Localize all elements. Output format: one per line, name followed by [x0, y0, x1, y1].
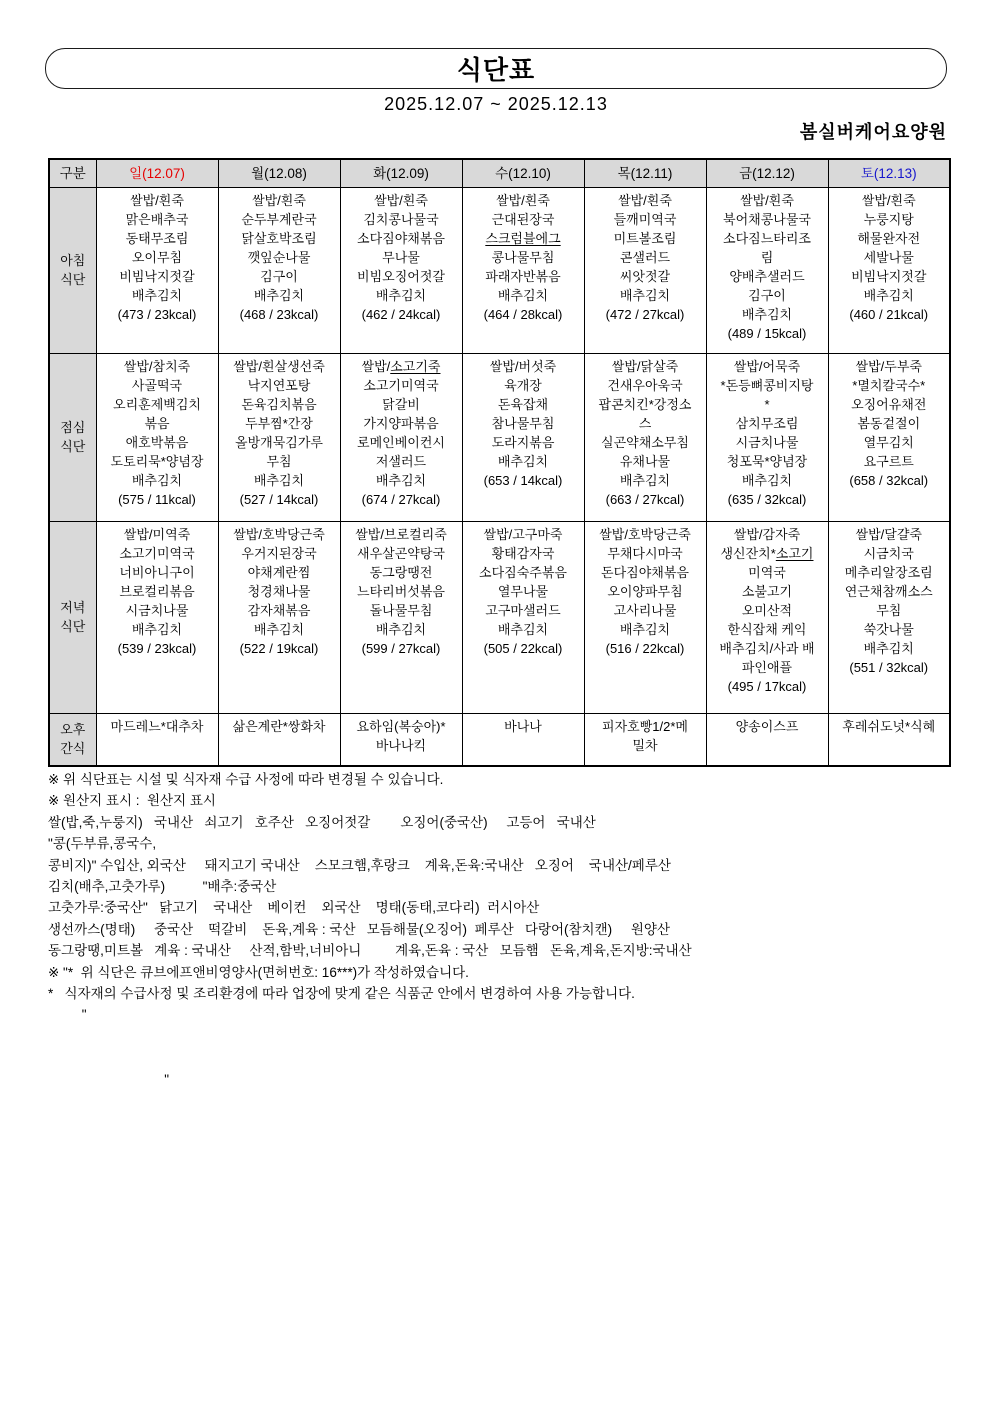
dinner-sat-cell: 쌀밥/달걀죽 시금치국 메추리알장조림 연근채참깨소스 무침 쑥갓나물 배추김치 (551 / 32kcal) [828, 521, 950, 713]
day-header-thu: 목(12.11) [584, 159, 706, 187]
date-range: 2025.12.07 ~ 2025.12.13 [384, 94, 608, 114]
breakfast-sun-cell: 쌀밥/흰죽 맑은배추국 동태무조림 오이무침 비빔낙지젓갈 배추김치 (473 / 23kcal) [96, 187, 218, 353]
row-label-breakfast: 아침 식단 [49, 187, 96, 353]
dinner-row [49, 521, 950, 713]
day-header-wed: 수(12.10) [462, 159, 584, 187]
day-header-sat: 토(12.13) [828, 159, 950, 187]
row-label-snack: 오후 간식 [49, 713, 96, 766]
day-header-tue: 화(12.09) [340, 159, 462, 187]
snack-tue-cell: 요하임(복숭아)* 바나나킥 [340, 713, 462, 766]
snack-sat-cell: 후레쉬도넛*식혜 [828, 713, 950, 766]
dinner-sun-cell: 쌀밥/미역죽 소고기미역국 너비아니구이 브로컬리볶음 시금치나물 배추김치 (539 / 23kcal) [96, 521, 218, 713]
lunch-tue-cell: 쌀밥/소고기죽 소고기미역국 닭갈비 가지양파볶음 로메인베이컨시 저샐러드 배추김치 (674 / 27kcal) [340, 353, 462, 521]
snack-thu-cell: 피자호빵1/2*메 밀차 [584, 713, 706, 766]
lunch-sat-cell: 쌀밥/두부죽 *멸치칼국수* 오징어유채전 봄동겉절이 열무김치 요구르트 (658 / 32kcal) [828, 353, 950, 521]
row-label-dinner: 저녁 식단 [49, 521, 96, 713]
lunch-row [49, 353, 950, 521]
breakfast-sat-cell: 쌀밥/흰죽 누룽지탕 해물완자전 세발나물 비빔낙지젓갈 배추김치 (460 / 21kcal) [828, 187, 950, 353]
row-label-lunch: 점심 식단 [49, 353, 96, 521]
dinner-thu-cell: 쌀밥/호박당근죽 무채다시마국 돈다짐야채볶음 오이양파무침 고사리나물 배추김치 (516 / 22kcal) [584, 521, 706, 713]
breakfast-tue-cell: 쌀밥/흰죽 김치콩나물국 소다짐야채볶음 무나물 비빔오징어젓갈 배추김치 (462 / 24kcal) [340, 187, 462, 353]
breakfast-row [49, 187, 950, 353]
lunch-sun-cell: 쌀밥/참치죽 사골떡국 오리훈제백김치 볶음 애호박볶음 도토리묵*양념장 배추김치 (575 / 11kcal) [96, 353, 218, 521]
title-box [45, 48, 947, 89]
snack-wed-cell: 바나나 [462, 713, 584, 766]
corner-header: 구분 [49, 159, 96, 187]
lunch-wed-cell: 쌀밥/버섯죽 육개장 돈육잡채 참나물무침 도라지볶음 배추김치 (653 / 14kcal) [462, 353, 584, 521]
page-title: 식단표 [456, 55, 536, 85]
breakfast-wed-cell: 쌀밥/흰죽 근대된장국 스크럼블에그 콩나물무침 파래자반볶음 배추김치 (464 / 28kcal) [462, 187, 584, 353]
dinner-mon-cell: 쌀밥/호박당근죽 우거지된장국 야채계란찜 청경채나물 감자채볶음 배추김치 (522 / 19kcal) [218, 521, 340, 713]
breakfast-mon-cell: 쌀밥/흰죽 순두부계란국 닭살호박조림 깻잎순나물 김구이 배추김치 (468 / 23kcal) [218, 187, 340, 353]
snack-mon-cell: 삶은계란*쌍화차 [218, 713, 340, 766]
snack-fri-cell: 양송이스프 [706, 713, 828, 766]
meal-plan-table [48, 158, 951, 767]
snack-row [49, 713, 950, 766]
dinner-wed-cell: 쌀밥/고구마죽 황태감자국 소다짐숙주볶음 열무나물 고구마샐러드 배추김치 (505 / 22kcal) [462, 521, 584, 713]
day-header-fri: 금(12.12) [706, 159, 828, 187]
breakfast-thu-cell: 쌀밥/흰죽 들깨미역국 미트볼조림 콘샐러드 씨앗젓갈 배추김치 (472 / 27kcal) [584, 187, 706, 353]
day-header-sun: 일(12.07) [96, 159, 218, 187]
table-header-row [49, 159, 950, 187]
lunch-thu-cell: 쌀밥/닭살죽 건새우아욱국 팝콘치킨*강정소 스 실곤약채소무침 유채나물 배추김치 (663 / 27kcal) [584, 353, 706, 521]
day-header-mon: 월(12.08) [218, 159, 340, 187]
snack-sun-cell: 마드레느*대추차 [96, 713, 218, 766]
lunch-fri-cell: 쌀밥/어묵죽 *돈등뼈콩비지탕 * 삼치무조림 시금치나물 청포묵*양념장 배추김치 (635 / 32kcal) [706, 353, 828, 521]
breakfast-fri-cell: 쌀밥/흰죽 북어채콩나물국 소다짐느타리조 림 양배추샐러드 김구이 배추김치 (489 / 15kcal) [706, 187, 828, 353]
lunch-mon-cell: 쌀밥/흰살생선죽 낙지연포탕 돈육김치볶음 두부찜*간장 올방개묵김가루 무침 배추김치 (527 / 14kcal) [218, 353, 340, 521]
facility-name: 봄실버케어요양원 [799, 122, 947, 142]
dinner-tue-cell: 쌀밥/브로컬리죽 새우살곤약탕국 동그랑땡전 느타리버섯볶음 돌나물무침 배추김치 (599 / 27kcal) [340, 521, 462, 713]
dinner-fri-cell: 쌀밥/감자죽 생신잔치*소고기 미역국 소불고기 오미산적 한식잡채 케익 배추김치/사과 배 파인애플 (495 / 17kcal) [706, 521, 828, 713]
footer-notes: ※ 위 식단표는 시설 및 식자재 수급 사정에 따라 변경될 수 있습니다. ※ 원산지 표시 : 원산지 표시 쌀(밥,죽,누룽지) 국내산 쇠고기 호주산 오징어젓갈 오징어(중국산) 고등어 국내산 "콩(두부류,콩국수, 콩비지)" 수입산, 외국산 돼지고기 국내산 스모크햄,후랑크 계육,돈육:국내산 오징어 국내산/페루산 김치(배추,고춧가루) "배추:중국산 고춧가루:중국산" 닭고기 국내산 베이컨 외국산 명태(동태,코다리) 러시아산 생선까스(명태) 중국산 떡갈비 돈육,계육 : 국산 모듬해물(오징어) 페루산 다랑어(참치캔) 원양산 동그랑땡,미트볼 계육 : 국내산 산적,함박,너비아니 계육,돈육 : 국산 모듬햄 돈육,계육,돈지방:국내산 ※ "* 위 식단은 큐브에프앤비영양사(면허번호: 16***)가 작성하였습니다. * 식자재의 수급사정 및 조리환경에 따라 업장에 맞게 같은 식품군 안에서 변경하여 사용 가능합니다. " " [48, 772, 692, 1087]
